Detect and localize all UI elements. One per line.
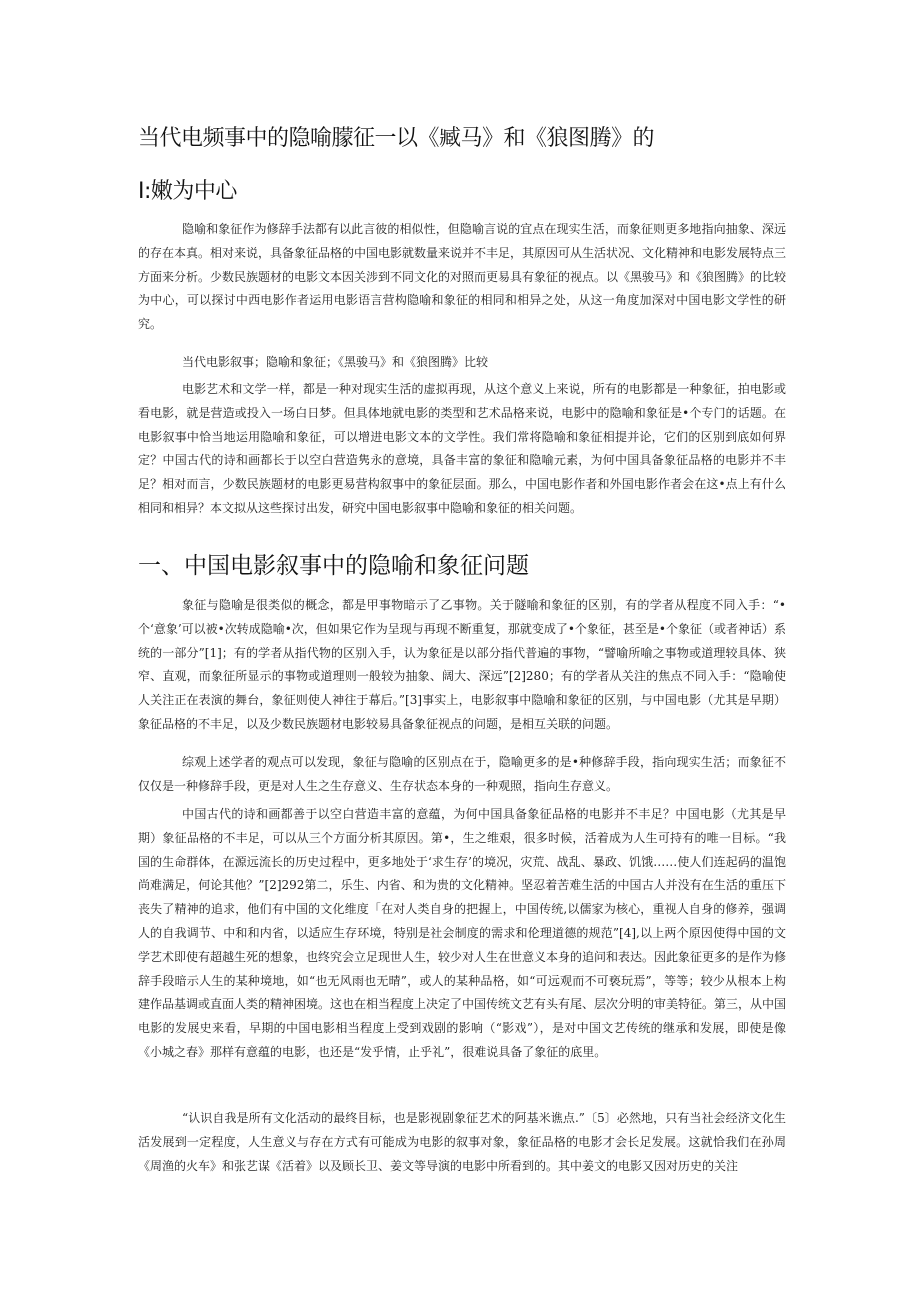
abstract-paragraph: 隐喻和象征作为修辞手法都有以此言彼的相似性，但隐喻言说的宜点在现实生活，而象征则更多地指向抽象、深远的存在本真。相对来说，具备象征品格的中国电影就数量来说并不丰足，其原因可从生活状况、文化精神和电影发展特点三方面来分析。少数民族题材的电影文本因关涉到不同文化的对照而更易具有象征的视点。以《黑骏马》和《狼图腾》的比较为中心，可以探讨中西电影作者运用电影语言营构隐喻和象征的相同和相异之处，从这一角度加深对中国电影文学性的研究。 (138, 222, 787, 332)
section-1-paragraph-2: 综观上述学者的观点可以发现，象征与隐喻的区别点在于，隐喻更多的是•种修辞手段，指向现实生活；而象征不仅仅是一种修辞手段，更是对人生之生存意义、生存状态本身的一种观照，指向生存意义。 (138, 755, 786, 793)
section-1-paragraph-4: “认识自我是所有文化活动的最终目标，也是影视剧象征艺术的阿基米谯点.”〔5〕必然地，只有当社会经济文化生活发展到一定程度，人生意义与存在方式有可能成为电影的叙事对象，象征品格的电影才会长足发展。这就恰我们在孙周《周渔的火车》和张艺谋《活着》以及顾长卫、姜文等导演的电影中所看到的。其中姜文的电影又因对历史的关注 (138, 1111, 786, 1173)
article-title-line-2: I:嫩为中心 (138, 179, 237, 204)
keywords-paragraph: 当代电影叙事；隐喻和象征；《黑骏马》和《狼图腾》比较 (182, 355, 489, 369)
section-1-paragraph-1: 象征与隐喻是很类似的概念，都是甲事物暗示了乙事物。关于隧喻和象征的区别，有的学者从程度不同入手：“•个‘意象’可以被•次转成隐喻•次，但如果它作为呈现与再现不断重复，那就变成了•个象征，甚至是•个象征（或者神话）系统的一部分”[1]；有的学者从指代物的区别入手，认为象征是以部分指代普遍的事物，“譬喻所喻之事物或道理较具体、狭窄、直观，而象征所显示的事物或道理则一般较为抽象、阔大、深远”[2]280；有的学者从关注的焦点不同入手：“隐喻使人关注正在表演的舞台，象征则使人神往于幕后。”[3]事实上，电影叙事中隐喻和象征的区别，与中国电影（尤其是早期）象征品格的不丰足，以及少数民族题材电影较易具备象征视点的问题，是相互关联的问题。 (138, 598, 786, 731)
article-title-line-1: 当代电频事中的隐喻朦征一以《臧马》和《狼图腾》的 (138, 126, 655, 151)
intro-paragraph: 电影艺术和文学一样，都是一种对现实生活的虚拟再现，从这个意义上来说，所有的电影都是一种象征，拍电影或看电影，就是营造或投入一场白日梦。但具体地就电影的类型和艺术品格来说，电影中的隐喻和象征是•个专门的话题。在电影叙事中恰当地运用隐喻和象征，可以增进电影文本的文学性。我们常将隐喻和象征相提并论，它们的区别到底如何界定？中国古代的诗和画都长于以空白营造隽永的意境，具备丰富的象征和隐喻元素，为何中国具备象征品格的电影并不丰足？相对而言，少数民族题材的电影更易营构叙事中的象征层面。那么，中国电影作者和外国电影作者会在这•点上有什么相同和相异？本文拟从这些探讨出发，研究中国电影叙事中隐喻和象征的相关问题。 (138, 382, 786, 515)
section-1-paragraph-3: 中国古代的诗和画都善于以空白营造丰富的意蕴，为何中国具备象征品格的电影并不丰足？中国电影（尤其是早期）象征品格的不丰足，可以从三个方面分析其原因。第•，生之维艰，很多时候，活着成为人生可持有的唯一目标。“我国的生命群体，在源远流长的历史过程中，更多地处于‘求生存’的境况，灾荒、战乱、暴政、饥饿……使人们连起码的温饱尚难满足，何论其他？”[2]292第二，乐生、内省、和为贵的文化精神。坚忍着苦难生活的中国古人并没有在生活的重压下丧失了精神的追求，他们有中国的文化维度「在对人类自身的把握上，中国传统,以儒家为核心，重视人自身的修养，强调人的自我调节、中和和内省，以适应生存环境，特别是社会制度的需求和伦理道德的规范”[4],以上两个原因使得中国的文学艺术即使有超越生死的想象，也终究会立足现世人生，较少对人生在世意义本身的追问和表达。因此象征更多的是作为修辞手段暗示人生的某种境地，如“也无风雨也无晴”，或人的某种品格，如“可远观而不可亵玩焉”，等等；较少从根本上构建作品基调或直面人类的精神困境。这也在相当程度上决定了中国传统文艺有头有尾、层次分明的审美特征。第三，从中国电影的发展史来看，早期的中国电影相当程度上受到戏剧的影响（“影戏”），是对中国文艺传统的继承和发展，即使是像《小城之春》那样有意蕴的电影，也还是“发乎情，止乎礼”，很难说具备了象征的底里。 (138, 807, 787, 1059)
section-1-heading: 一、中国电影叙事中的隐喻和象征问题 (138, 553, 529, 579)
